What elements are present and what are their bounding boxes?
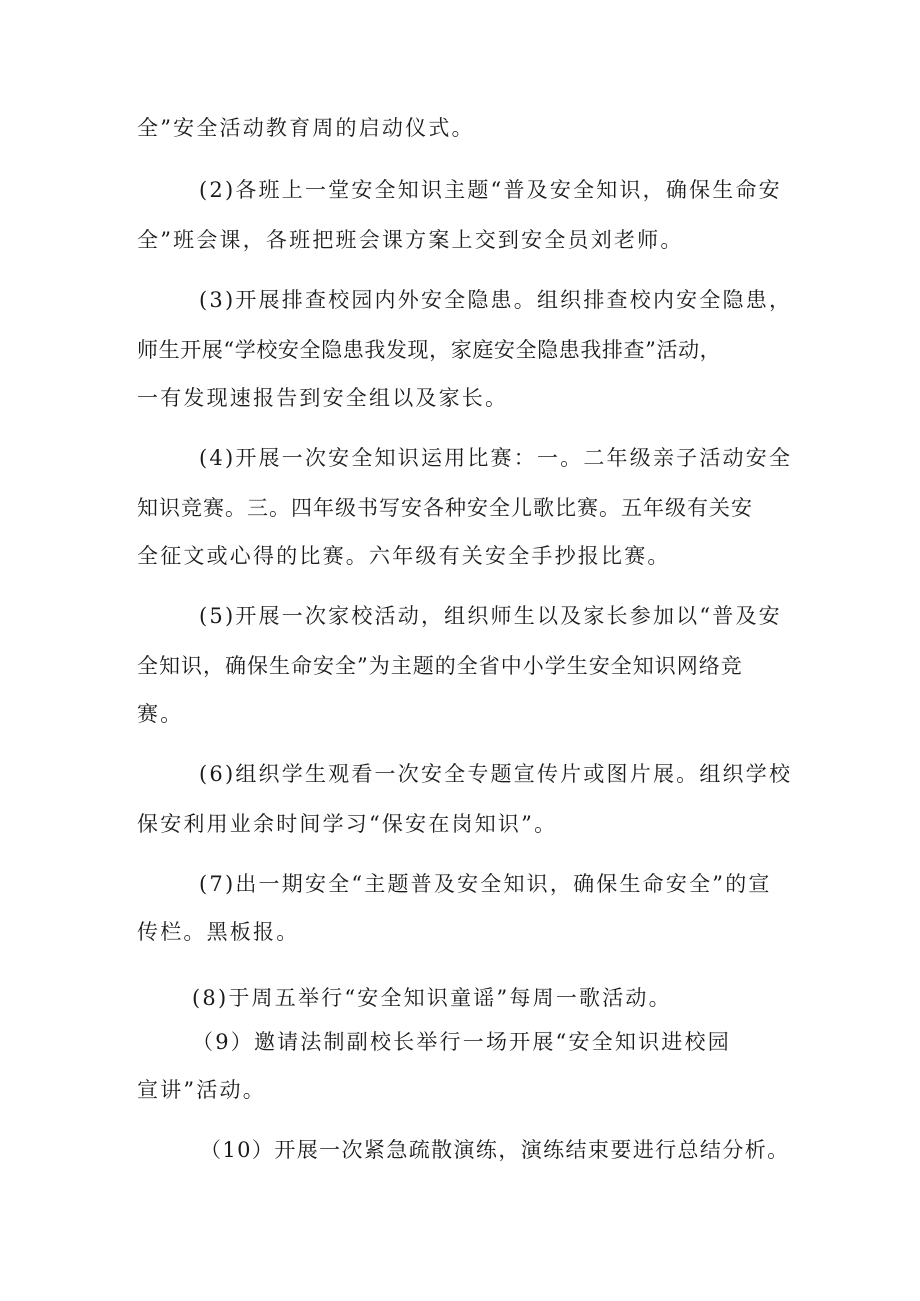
text-line-3: 全”班会课，各班把班会课方案上交到安全员刘老师。	[137, 228, 684, 252]
text-line-19: 宣讲”活动。	[137, 1078, 266, 1102]
text-line-16: 传栏。黑板报。	[137, 920, 300, 944]
text-line-5: 师生开展“学校安全隐患我发现，家庭安全隐患我排查”活动，	[137, 338, 722, 362]
text-line-7: (4)开展一次安全知识运用比赛：一。二年级亲子活动安全	[199, 446, 793, 470]
text-line-14: 保安利用业余时间学习“保安在岗知识”。	[137, 812, 558, 836]
text-line-12: 赛。	[137, 702, 184, 726]
text-line-13: (6)组织学生观看一次安全专题宣传片或图片展。组织学校	[199, 762, 793, 786]
text-line-10: (5)开展一次家校活动，组织师生以及家长参加以“普及安	[199, 604, 782, 628]
text-line-2: (2)各班上一堂安全知识主题“普及安全知识，确保生命安	[199, 178, 782, 202]
text-line-9: 全征文或心得的比赛。六年级有关安全手抄报比赛。	[137, 544, 671, 568]
text-line-1: 全”安全活动教育周的启动仪式。	[137, 116, 475, 140]
text-line-18: （9）邀请法制副校长举行一场开展“安全知识进校园	[192, 1030, 731, 1054]
text-line-6: 一有发现速报告到安全组以及家长。	[137, 386, 509, 410]
text-line-4: (3)开展排查校园内外安全隐患。组织排查校内安全隐患，	[199, 288, 793, 312]
text-line-11: 全知识，确保生命安全”为主题的全省中小学生安全知识网络竞	[137, 654, 743, 678]
text-line-17: (8)于周五举行“安全知识童谣”每周一歌活动。	[192, 986, 672, 1010]
text-line-20: （10）开展一次紧急疏散演练，演练结束要进行总结分析。	[200, 1138, 790, 1162]
text-line-8: 知识竞赛。三。四年级书写安各种安全儿歌比赛。五年级有关安	[137, 496, 753, 520]
text-line-15: (7)出一期安全“主题普及安全知识，确保生命安全”的宣	[199, 872, 772, 896]
